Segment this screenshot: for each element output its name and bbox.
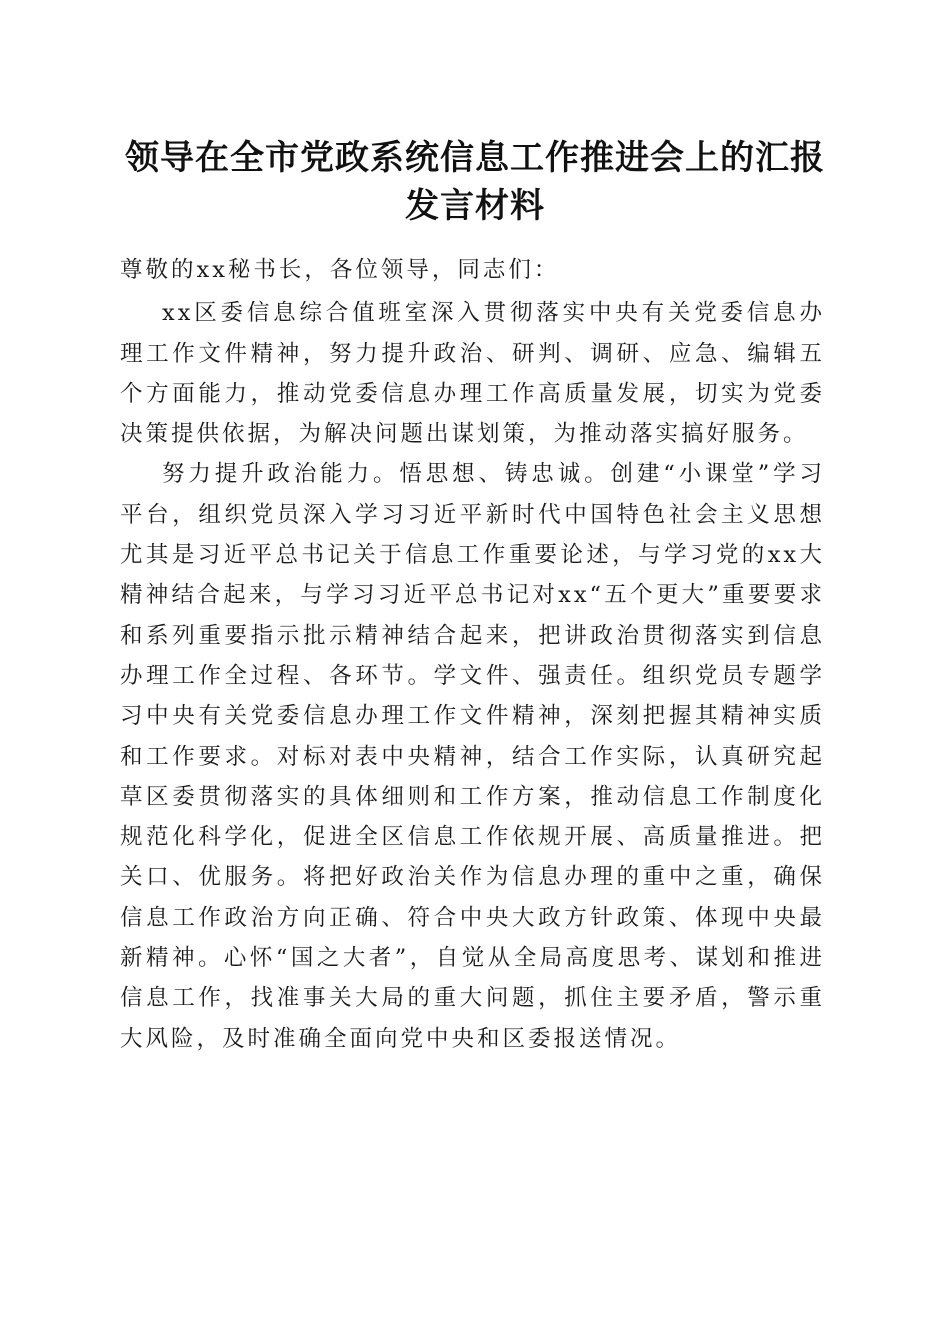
paragraph-intro: xx区委信息综合值班室深入贯彻落实中央有关党委信息办理工作文件精神，努力提升政治、研判、调研、应急、编辑五个方面能力，推动党委信息办理工作高质量发展，切实为党委决策提供依据，为解决问题出谋划策，为推动落实搞好服务。 (120, 300, 825, 448)
document-title (110, 134, 840, 230)
title-line-2: 发言材料 (405, 186, 545, 226)
salutation: 尊敬的xx秘书长，各位领导，同志们： (120, 257, 560, 283)
document-body (120, 250, 825, 1059)
title-line-1: 领导在全市党政系统信息工作推进会上的汇报 (125, 138, 825, 178)
paragraph-political-ability: 努力提升政治能力。悟思想、铸忠诚。创建“小课堂”学习平台，组织党员深入学习习近平新时代中国特色社会主义思想尤其是习近平总书记关于信息工作重要论述，与学习党的xx大精神结合起来，与学习习近平总书记对xx“五个更大”重要要求和系列重要指示批示精神结合起来，把讲政治贯彻落实到信息办理工作全过程、各环节。学文件、强责任。组织党员专题学习中央有关党委信息办理工作文件精神，深刻把握其精神实质和工作要求。对标对表中央精神，结合工作实际，认真研究起草区委贯彻落实的具体细则和工作方案，推动信息工作制度化规范化科学化，促进全区信息工作依规开展、高质量推进。把关口、优服务。将把好政治关作为信息办理的重中之重，确保信息工作政治方向正确、符合中央大政方针政策、体现中央最新精神。心怀“国之大者”，自觉从全局高度思考、谋划和推进信息工作，找准事关大局的重大问题，抓住主要矛盾，警示重大风险，及时准确全面向党中央和区委报送情况。 (120, 461, 825, 1052)
